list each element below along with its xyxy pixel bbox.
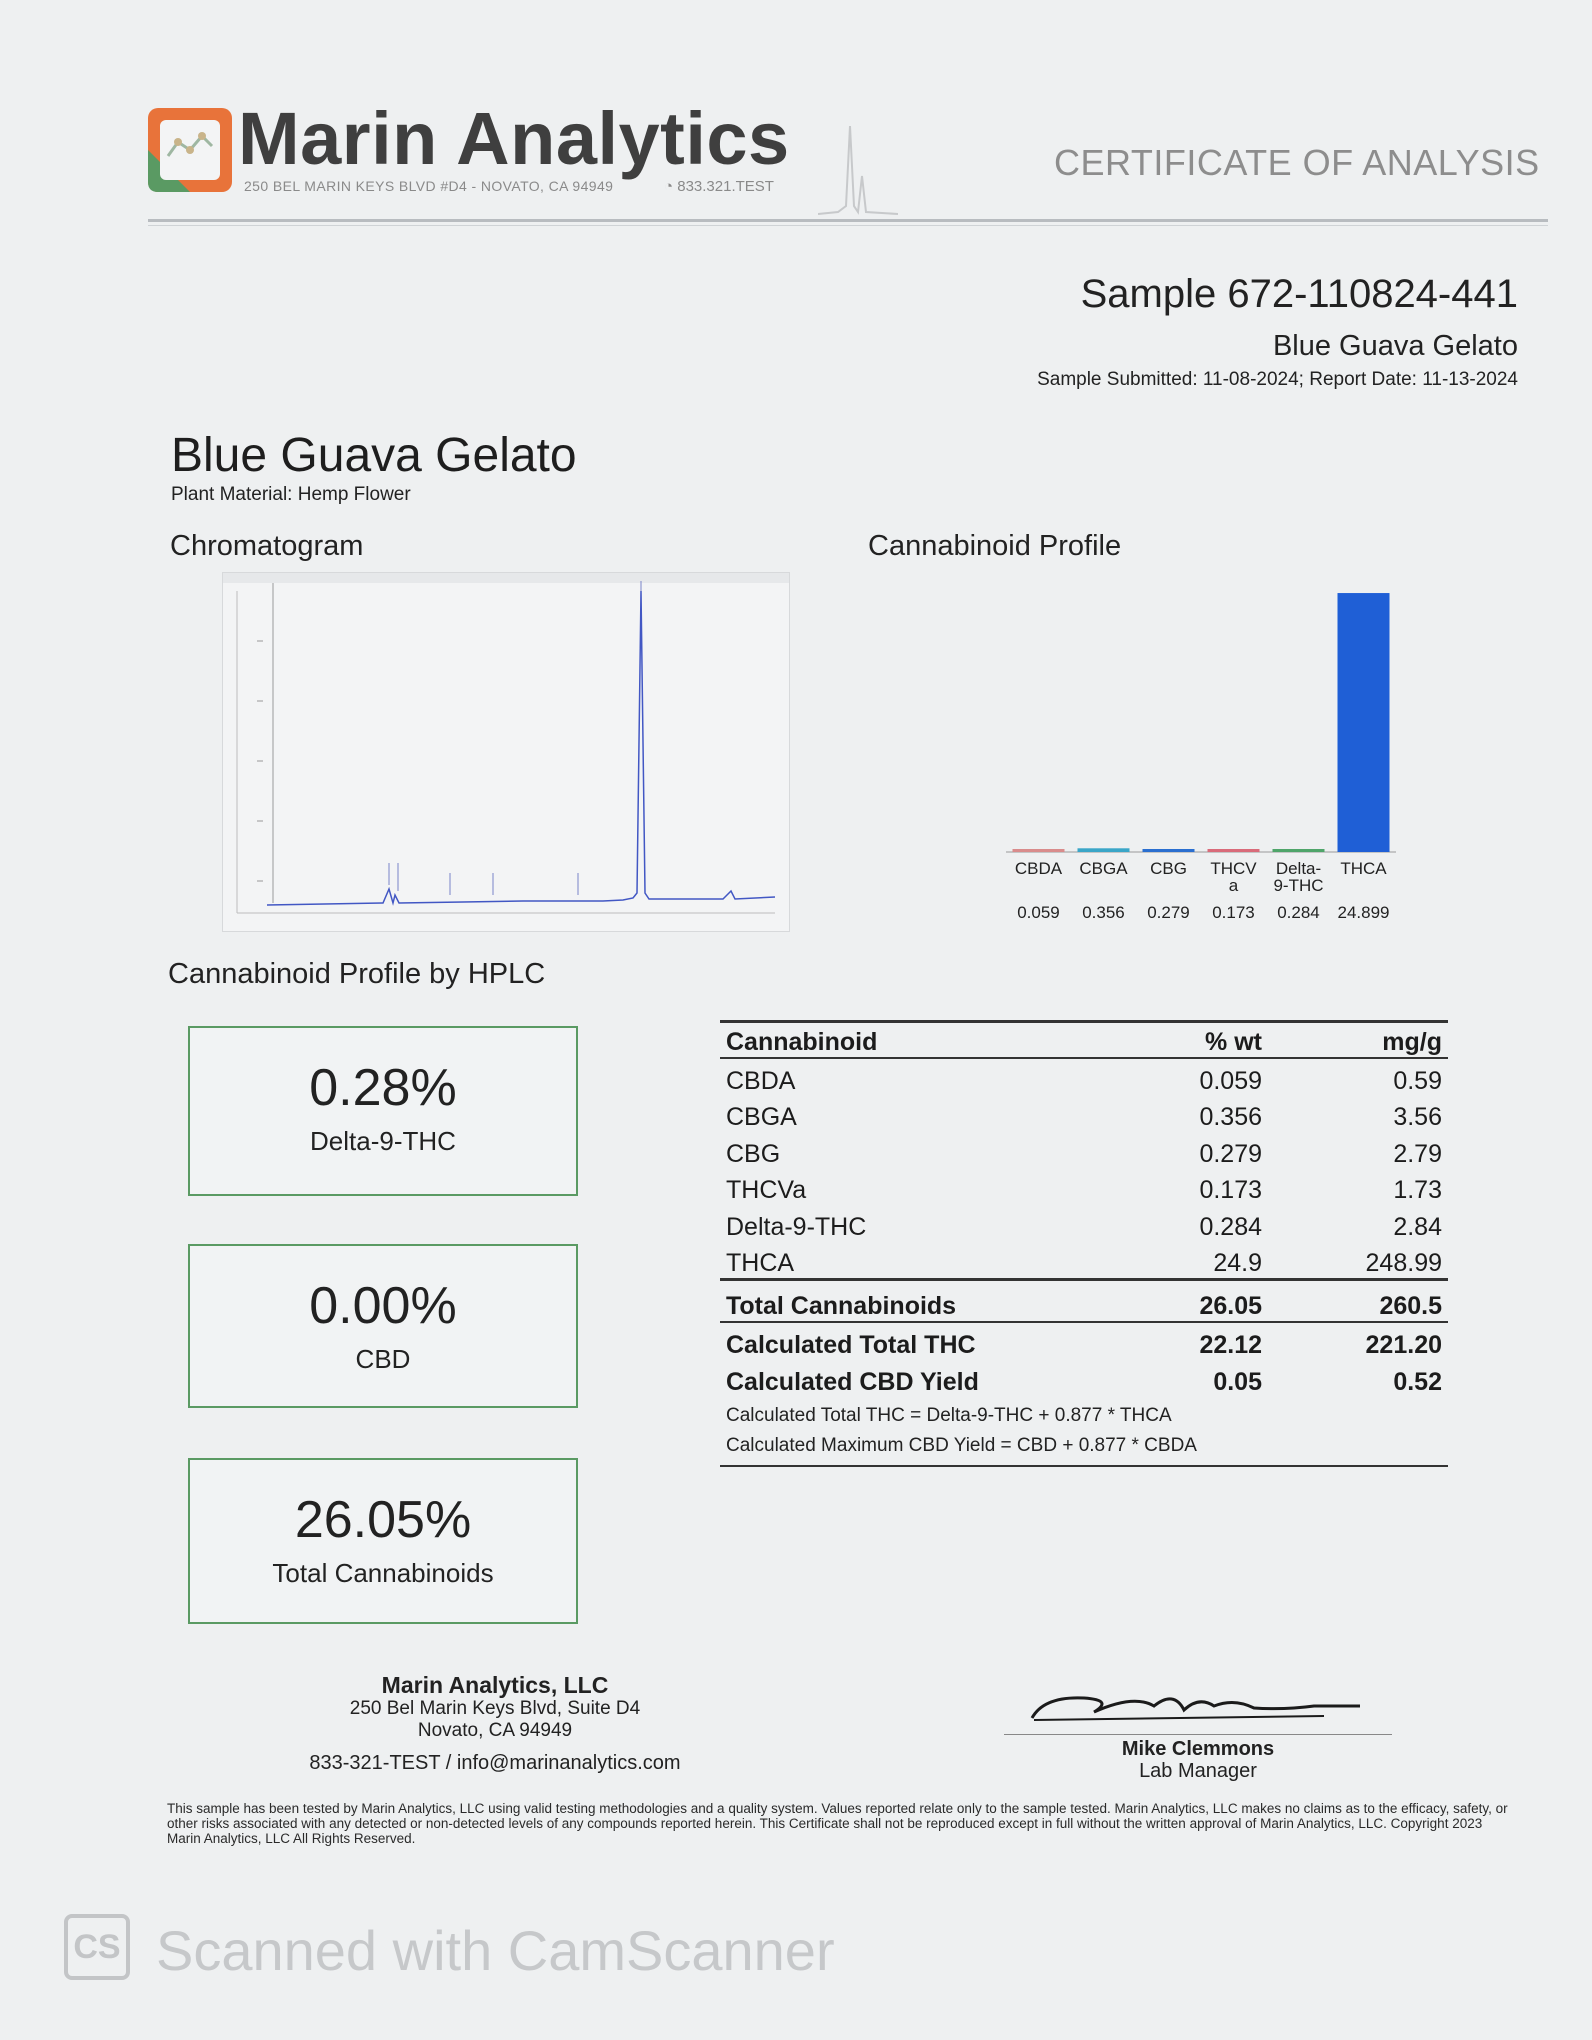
camscanner-watermark: Scanned with CamScanner — [156, 1919, 835, 1982]
table-header — [720, 1020, 1448, 1059]
bar-cbg — [1143, 849, 1195, 852]
summary-label: Total Cannabinoids — [272, 1558, 494, 1588]
data-value-label: 0.279 — [1147, 903, 1190, 922]
company-address-line1: 250 Bel Marin Keys Blvd, Suite D4 — [349, 1698, 641, 1719]
summary-label: Delta-9-THC — [310, 1126, 456, 1156]
cell-calc-percent: 0.05 — [1213, 1368, 1262, 1396]
bar-cbga — [1078, 848, 1130, 852]
company-address-line2: Novato, CA 94949 — [417, 1720, 573, 1741]
summary-value: 26.05% — [294, 1491, 472, 1549]
cell-calc-label: Calculated CBD Yield — [726, 1368, 979, 1396]
column-header-mg-g: mg/g — [1382, 1028, 1442, 1056]
cell-total-mg: 260.5 — [1379, 1292, 1442, 1320]
header-divider-thin — [148, 225, 1548, 226]
table-row — [720, 1059, 1448, 1096]
cell-percent-wt: 0.059 — [1199, 1066, 1262, 1095]
table-row — [720, 1096, 1448, 1133]
bar-thcv-a — [1208, 849, 1260, 852]
cell-percent-wt: 0.279 — [1199, 1139, 1262, 1168]
table-calculated-thc-row — [720, 1323, 1448, 1360]
cannabinoid-profile-title: Cannabinoid Profile — [868, 530, 1122, 562]
table-calculated-cbd-row — [720, 1360, 1448, 1397]
disclaimer-text: This sample has been tested by Marin Analytics, LLC using valid testing methodologies and a quality system. Values reported relate only to the sample tested. Marin Analytics, LLC makes no claims as to the efficacy, safety, or other risks associated with any detected or non-detected levels of any compounds reported herein. This Certificate shall not be reproduced except in full without the written approval of Marin Analytics, LLC. Copyright 2023 Marin Analytics, LLC All Rights Reserved. — [167, 1801, 1508, 1846]
table-note-cbd-formula: Calculated Maximum CBD Yield = CBD + 0.877 * CBDA — [726, 1435, 1197, 1456]
column-header-percent-wt: % wt — [1205, 1028, 1262, 1056]
data-value-label: 0.173 — [1212, 903, 1255, 922]
data-value-label: 0.284 — [1277, 903, 1320, 922]
x-tick-label: 9-THC — [1273, 876, 1324, 895]
table-note-thc-formula: Calculated Total THC = Delta-9-THC + 0.877 * THCA — [726, 1405, 1172, 1426]
cell-calc-mg: 221.20 — [1365, 1331, 1442, 1359]
cell-calc-label: Calculated Total THC — [726, 1331, 976, 1359]
camscanner-logo-icon: CS — [64, 1914, 130, 1980]
plant-material: Plant Material: Hemp Flower — [171, 484, 411, 505]
cannabinoid-table — [720, 1020, 1448, 1467]
signer-info — [1004, 1738, 1392, 1782]
cell-mg-g: 2.84 — [1393, 1212, 1442, 1241]
cell-cannabinoid: Delta-9-THC — [726, 1212, 867, 1241]
bar-cbda — [1013, 849, 1065, 852]
cell-mg-g: 248.99 — [1365, 1249, 1442, 1277]
summary-box-cbd — [188, 1244, 578, 1408]
data-value-label: 24.899 — [1337, 903, 1390, 922]
table-bottom-rule — [720, 1465, 1448, 1467]
product-name: Blue Guava Gelato — [171, 429, 577, 482]
company-info — [270, 1674, 720, 1774]
data-value-label: 0.059 — [1017, 903, 1060, 922]
x-tick-label: a — [1228, 876, 1239, 895]
signer-title: Lab Manager — [1139, 1760, 1257, 1782]
column-header-cannabinoid: Cannabinoid — [726, 1028, 878, 1056]
phone-icon: ◔ — [664, 178, 678, 195]
brand-phone-number: 833.321.TEST — [677, 178, 774, 195]
table-row — [720, 1132, 1448, 1169]
brand-name: Marin Analytics — [238, 97, 790, 180]
cell-percent-wt: 24.9 — [1213, 1249, 1262, 1277]
cell-mg-g: 1.73 — [1393, 1176, 1442, 1204]
signature-line — [1004, 1734, 1392, 1735]
table-row — [720, 1169, 1448, 1206]
cell-percent-wt: 0.356 — [1199, 1103, 1262, 1131]
cell-total-label: Total Cannabinoids — [726, 1292, 957, 1320]
company-name: Marin Analytics, LLC — [381, 1672, 609, 1698]
cell-mg-g: 3.56 — [1393, 1103, 1442, 1131]
brand-phone — [664, 178, 774, 195]
chromatogram-image — [222, 572, 790, 932]
cell-percent-wt: 0.173 — [1199, 1176, 1262, 1204]
cell-total-percent: 26.05 — [1199, 1292, 1262, 1320]
marin-analytics-logo-icon — [146, 106, 234, 194]
cell-cannabinoid: CBGA — [726, 1103, 797, 1131]
table-row — [720, 1205, 1448, 1242]
sample-id: Sample 672-110824-441 — [1080, 272, 1518, 316]
signer-name: Mike Clemmons — [1121, 1738, 1275, 1760]
chromatogram-peak-decoration-icon — [818, 116, 898, 221]
summary-value: 0.28% — [309, 1059, 457, 1117]
cell-cannabinoid: CBG — [726, 1139, 781, 1168]
summary-box-delta9thc — [188, 1026, 578, 1196]
cell-calc-percent: 22.12 — [1199, 1331, 1262, 1359]
cell-cannabinoid: THCVa — [726, 1176, 807, 1204]
hplc-section-title: Cannabinoid Profile by HPLC — [168, 958, 546, 990]
x-tick-label: CBDA — [1014, 859, 1063, 878]
cell-mg-g: 2.79 — [1393, 1139, 1442, 1168]
company-contact: 833-321-TEST / info@marinanalytics.com — [309, 1752, 681, 1774]
signature-image — [1024, 1676, 1364, 1737]
x-tick-label: THCA — [1340, 859, 1387, 878]
header-divider — [148, 219, 1548, 222]
cell-cannabinoid: THCA — [726, 1249, 795, 1277]
cell-percent-wt: 0.284 — [1199, 1212, 1262, 1241]
summary-value: 0.00% — [309, 1277, 457, 1335]
x-tick-label: THCV — [1210, 859, 1257, 878]
table-row — [720, 1242, 1448, 1279]
certificate-title: CERTIFICATE OF ANALYSIS — [1054, 142, 1540, 183]
cannabinoid-profile-chart — [1000, 580, 1420, 930]
x-tick-label: CBGA — [1079, 859, 1128, 878]
summary-label: CBD — [355, 1344, 411, 1374]
sample-name: Blue Guava Gelato — [1272, 330, 1518, 362]
bar-thca — [1338, 593, 1390, 852]
cell-cannabinoid: CBDA — [726, 1066, 796, 1095]
summary-box-total-cannabinoids — [188, 1458, 578, 1624]
chromatogram-title: Chromatogram — [170, 530, 364, 562]
cell-mg-g: 0.59 — [1393, 1066, 1442, 1095]
sample-dates: Sample Submitted: 11-08-2024; Report Date: 11-13-2024 — [1037, 369, 1518, 390]
data-value-label: 0.356 — [1082, 903, 1125, 922]
brand-address: 250 BEL MARIN KEYS BLVD #D4 - NOVATO, CA 94949 — [244, 178, 614, 194]
x-tick-label: Delta- — [1275, 859, 1322, 878]
bar-delta-9-thc — [1273, 849, 1325, 852]
cell-calc-mg: 0.52 — [1393, 1368, 1442, 1396]
table-total-row — [720, 1278, 1448, 1323]
x-tick-label: CBG — [1150, 859, 1187, 878]
